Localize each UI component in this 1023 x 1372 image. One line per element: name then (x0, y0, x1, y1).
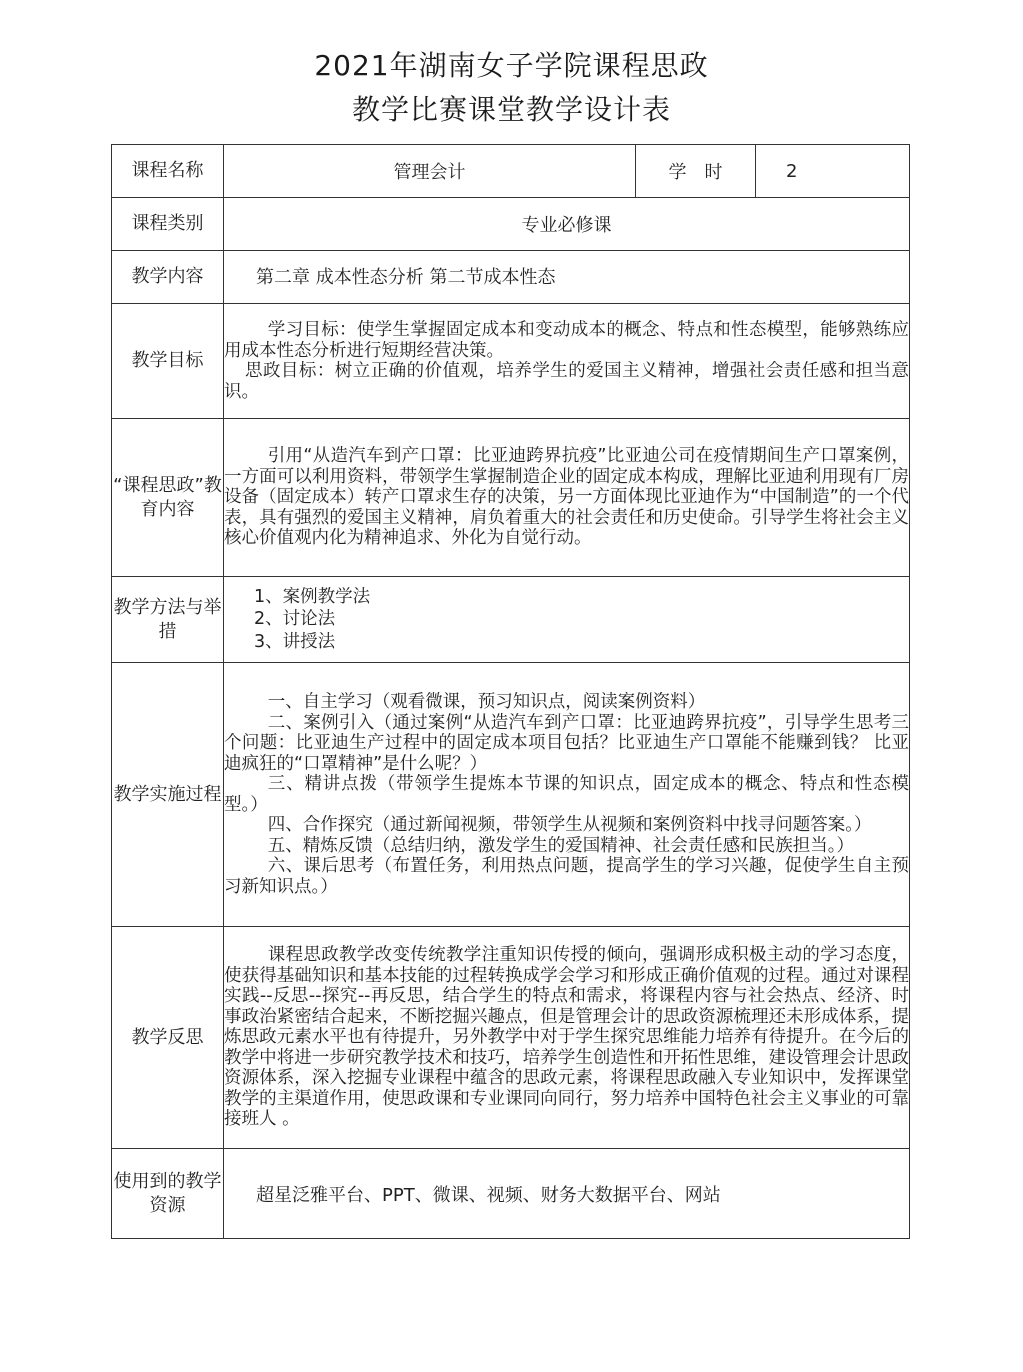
ideology-paragraph: 引用“从造汽车到产口罩：比亚迪跨界抗疫”比亚迪公司在疫情期间生产口罩案例，一方面可以利用资料，带领学生掌握制造企业的固定成本构成，理解比亚迪利用现有厂房设备（固定成本）转产口罩求生存的决策，另一方面体现比亚迪作为“中国制造”的一个代表，具有强烈的爱国主义精神，肩负着重大的社会责任和历史使命。引导学生将社会主义核心价值观内化为精神追求、外化为自觉行动。 (224, 446, 909, 549)
process-label: 教学实施过程 (112, 663, 224, 927)
learning-objective: 学习目标：使学生掌握固定成本和变动成本的概念、特点和性态模型，能够熟练应用成本性态分析进行短期经营决策。 (224, 320, 909, 361)
hours-value: 2 (756, 145, 910, 198)
row-objectives (112, 304, 910, 419)
resources-value: 超星泛雅平台、PPT、微课、视频、财务大数据平台、网站 (224, 1149, 910, 1239)
row-teaching-content (112, 251, 910, 304)
process-step: 四、合作探究（通过新闻视频，带领学生从视频和案例资料中找寻问题答案。） (267, 815, 872, 835)
row-methods (112, 577, 910, 663)
document-title-line1: 2021年湖南女子学院课程思政 (314, 49, 709, 82)
row-process (112, 663, 910, 927)
row-resources (112, 1149, 910, 1239)
objectives-content (224, 304, 910, 419)
process-content (224, 663, 910, 927)
method-item: 2、讨论法 (254, 609, 336, 630)
process-step: 五、精炼反馈（总结归纳，激发学生的爱国精神、社会责任感和民族担当。） (267, 835, 854, 856)
lesson-design-table (111, 144, 910, 1239)
reflection-content (224, 927, 910, 1149)
method-item: 3、讲授法 (254, 631, 336, 652)
process-step: 一、自主学习（观看微课，预习知识点，阅读案例资料） (267, 692, 706, 712)
methods-content (224, 577, 910, 663)
reflection-label: 教学反思 (112, 927, 224, 1149)
methods-label: 教学方法与举措 (112, 577, 224, 663)
ideology-objective: 思政目标：树立正确的价值观，培养学生的爱国主义精神，增强社会责任感和担当意识。 (224, 361, 909, 402)
process-step: 二、案例引入（通过案例“从造汽车到产口罩：比亚迪跨界抗疫”，引导学生思考三个问题：比亚迪生产过程中的固定成本项目包括？比亚迪生产口罩能不能赚到钱？ 比亚迪疯狂的“口罩精神”是什么呢？） (224, 712, 909, 774)
row-course-name (112, 145, 910, 198)
course-type-label: 课程类别 (112, 198, 224, 251)
course-name-label: 课程名称 (112, 145, 224, 198)
row-course-type (112, 198, 910, 251)
ideology-content (224, 419, 910, 577)
process-step: 三、精讲点拨（带领学生提炼本节课的知识点，固定成本的概念、特点和性态模型。） (224, 774, 909, 815)
hours-label: 学 时 (636, 145, 756, 198)
course-name-value: 管理会计 (224, 145, 636, 198)
teaching-content-value: 第二章 成本性态分析 第二节成本性态 (224, 251, 910, 304)
teaching-content-label: 教学内容 (112, 251, 224, 304)
row-ideology-content (112, 419, 910, 577)
resources-label: 使用到的教学资源 (112, 1149, 224, 1239)
row-reflection (112, 927, 910, 1149)
document-title-line2: 教学比赛课堂教学设计表 (351, 93, 671, 126)
ideology-content-label: “课程思政”教育内容 (112, 419, 224, 577)
reflection-paragraph: 课程思政教学改变传统教学注重知识传授的倾向，强调形成积极主动的学习态度，使获得基础知识和基本技能的过程转换成学会学习和形成正确价值观的过程。通过对课程实践--反思--探究--再反思，结合学生的特点和需求，将课程内容与社会热点、经济、时事政治紧密结合起来，不断挖掘兴趣点，但是管理会计的思政资源梳理还未形成体系，提炼思政元素水平也有待提升，另外教学中对于学生探究思维能力培养有待提升。在今后的教学中将进一步研究教学技术和技巧，培养学生创造性和开拓性思维，建设管理会计思政资源体系，深入挖掘专业课程中蕴含的思政元素，将课程思政融入专业知识中，发挥课堂教学的主渠道作用，使思政课和专业课同向同行，努力培养中国特色社会主义事业的可靠接班人 。 (224, 945, 909, 1130)
process-step: 六、课后思考（布置任务，利用热点问题，提高学生的学习兴趣，促使学生自主预习新知识点。） (224, 856, 909, 897)
method-item: 1、案例教学法 (254, 586, 371, 607)
course-type-value: 专业必修课 (224, 198, 910, 251)
objectives-label: 教学目标 (112, 304, 224, 419)
